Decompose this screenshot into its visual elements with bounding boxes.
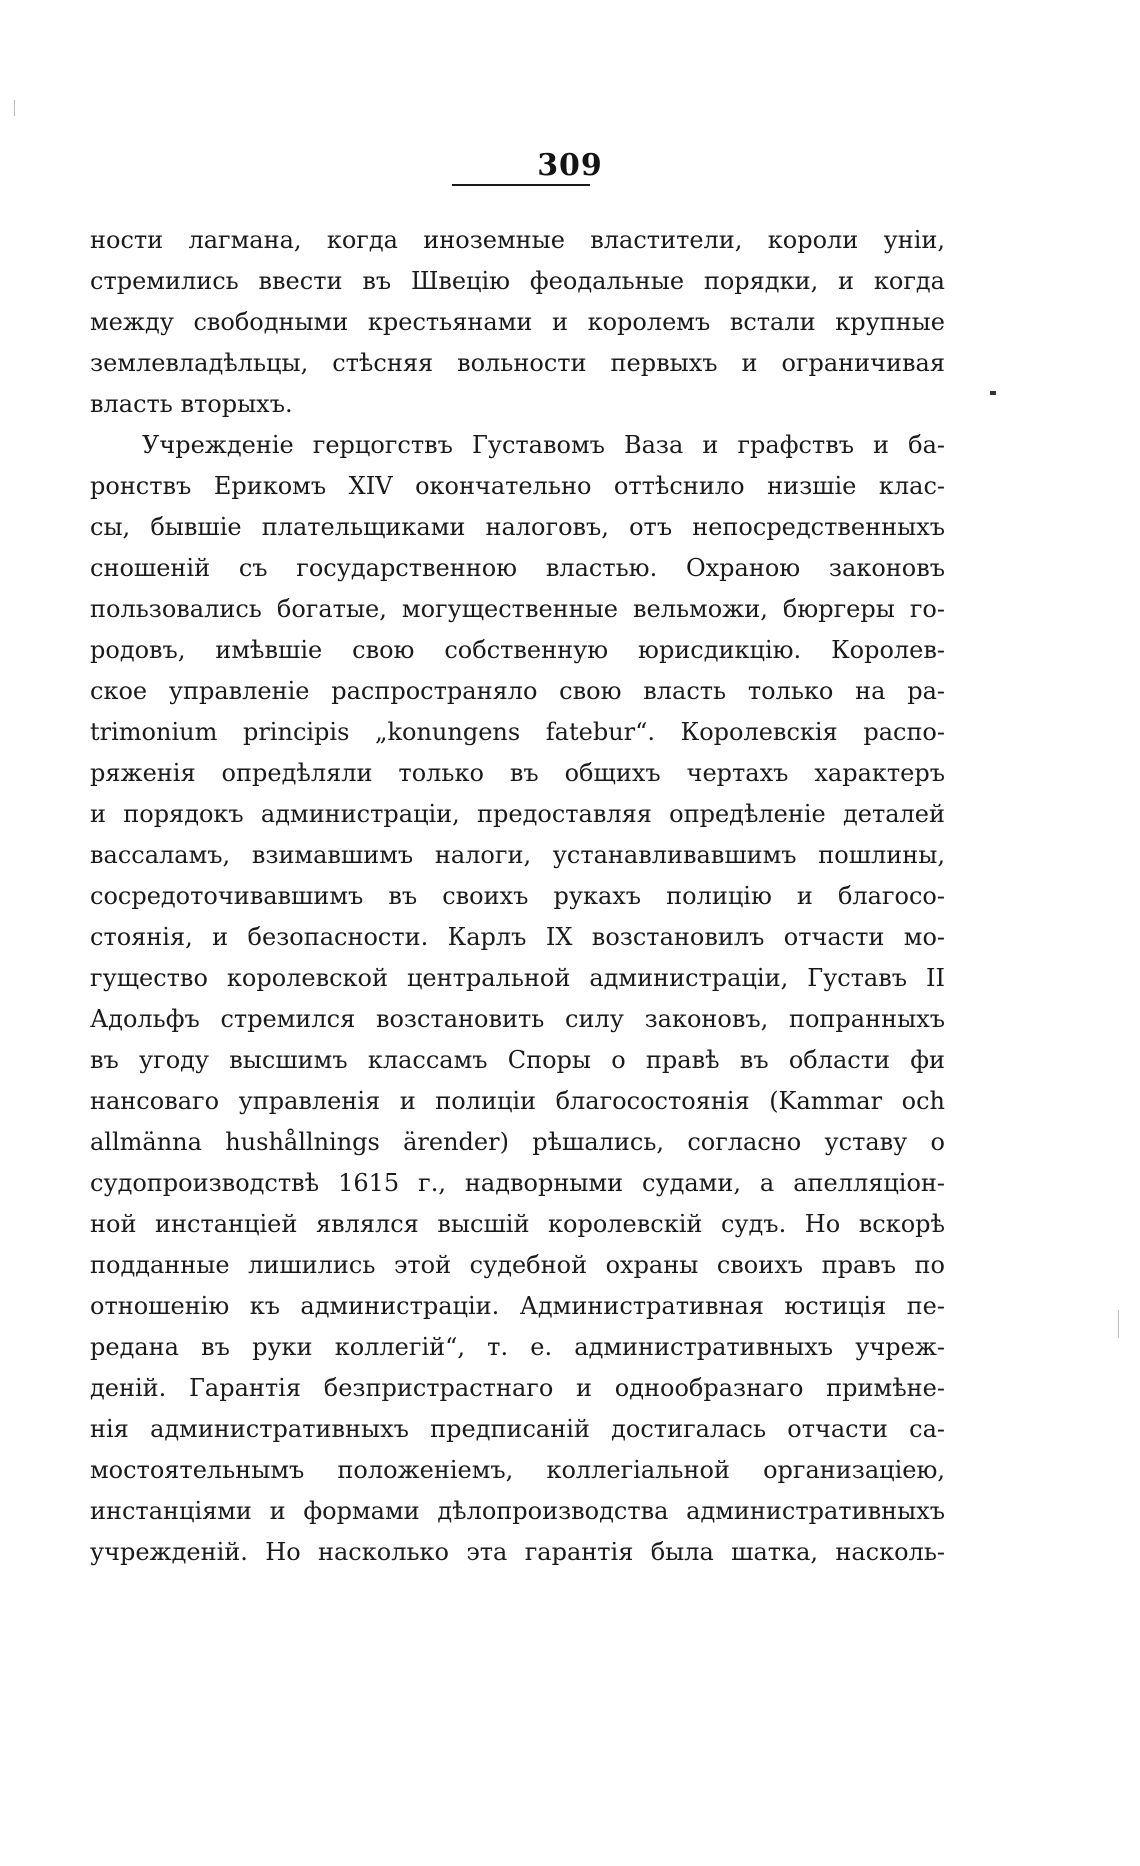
text-line: ское управленіе распространяло свою власть только на pa- — [90, 677, 945, 705]
text-line: ности лагмана, когда иноземные властители, короли уніи, — [90, 226, 945, 254]
page-number: 309 — [537, 148, 603, 183]
text-line: инстанціями и формами дѣлопроизводства административныхъ — [90, 1497, 945, 1525]
text-line: trimonium principis „konungens fatebur“. Королевскія распо- — [90, 718, 945, 746]
text-line: родовъ, имѣвшіе свою собственную юрисдикцію. Королев- — [90, 636, 945, 664]
text-line: и порядокъ администраціи, предоставляя опредѣленіе деталей — [90, 800, 945, 828]
text-line: землевладѣльцы, стѣсняя вольности первыхъ и ограничивая — [90, 349, 945, 377]
margin-mark — [1118, 1310, 1119, 1338]
text-line: сношеній съ государственною властью. Охраною законовъ — [90, 554, 945, 582]
page-number-rule — [452, 184, 590, 186]
text-line: редана въ руки коллегій“, т. е. административныхъ учреж- — [90, 1333, 945, 1361]
text-line: ной инстанціей являлся высшій королевскій судъ. Но вскорѣ — [90, 1210, 945, 1238]
text-line: нія административныхъ предписаній достигалась отчасти са- — [90, 1415, 945, 1443]
ink-speck — [990, 391, 996, 395]
text-line: мостоятельнымъ положеніемъ, коллегіальной организаціею, — [90, 1456, 945, 1484]
margin-mark — [14, 100, 15, 116]
text-line: вассаламъ, взимавшимъ налоги, устанавливавшимъ пошлины, — [90, 841, 945, 869]
text-line: стоянія, и безопасности. Карлъ IX возстановилъ отчасти мо- — [90, 923, 945, 951]
text-line: allmänna hushållnings ärender) рѣшались, согласно уставу о — [90, 1128, 945, 1156]
body-text — [90, 220, 945, 1573]
text-line: отношенію къ администраціи. Административная юстиція пе- — [90, 1292, 945, 1320]
text-line: подданные лишились этой судебной охраны своихъ правъ по — [90, 1251, 945, 1279]
text-line: Учрежденіе герцогствъ Густавомъ Ваза и графствъ и ба- — [142, 431, 945, 459]
text-line: въ угоду высшимъ классамъ Споры о правѣ въ области фи — [90, 1046, 945, 1074]
text-line: сосредоточивавшимъ въ своихъ рукахъ полицію и благосо- — [90, 882, 945, 910]
text-line: деній. Гарантія безпристрастнаго и однообразнаго примѣне- — [90, 1374, 945, 1402]
text-line: между свободными крестьянами и королемъ встали крупные — [90, 308, 945, 336]
text-line: стремились ввести въ Швецію феодальные порядки, и когда — [90, 267, 945, 295]
text-line: пользовались богатые, могущественные вельможи, бюргеры го- — [90, 595, 945, 623]
text-line: ронствъ Ерикомъ XIV окончательно оттѣснило низшіе клас- — [90, 472, 945, 500]
text-line: ряженія опредѣляли только въ общихъ чертахъ характеръ — [90, 759, 945, 787]
text-line: Адольфъ стремился возстановить силу законовъ, попранныхъ — [90, 1005, 945, 1033]
text-line: власть вторыхъ. — [90, 390, 293, 418]
text-line: нансоваго управленія и полиціи благосостоянія (Kammar och — [90, 1087, 945, 1115]
text-line: сы, бывшіе плательщиками налоговъ, отъ непосредственныхъ — [90, 513, 945, 541]
text-line: судопроизводствѣ 1615 г., надворными судами, а апелляціон- — [90, 1169, 945, 1197]
text-line: гущество королевской центральной администраціи, Густавъ II — [90, 964, 945, 992]
text-line: учрежденій. Но насколько эта гарантія была шатка, насколь- — [90, 1538, 945, 1566]
